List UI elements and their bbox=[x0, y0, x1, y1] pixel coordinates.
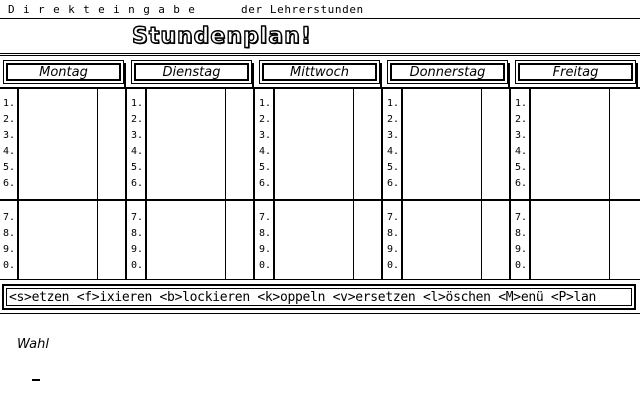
slot-column-dienstag bbox=[131, 96, 143, 192]
title-subtext: der Lehrerstunden bbox=[241, 3, 364, 16]
slot-label: 4. bbox=[259, 146, 272, 157]
grid-divider bbox=[529, 89, 531, 279]
slot-label: 1. bbox=[3, 98, 16, 109]
slot-label: 5. bbox=[515, 162, 528, 173]
command-bar-text: <s>etzen <f>ixieren <b>lockieren <k>oppeln <v>ersetzen <l>öschen <M>enü <P>lan bbox=[9, 290, 597, 305]
slot-label: 4. bbox=[515, 146, 528, 157]
slot-label: 4. bbox=[387, 146, 400, 157]
slot-label: 0. bbox=[387, 260, 400, 271]
slot-label: 1. bbox=[515, 98, 528, 109]
grid-middle-line bbox=[0, 199, 640, 201]
grid-bottom-line bbox=[0, 279, 640, 280]
header-divider-top bbox=[0, 53, 640, 54]
command-bar[interactable] bbox=[2, 284, 636, 310]
slot-label: 8. bbox=[131, 228, 144, 239]
slot-label: 8. bbox=[259, 228, 272, 239]
day-header-mittwoch[interactable]: Mittwoch bbox=[259, 60, 380, 84]
slot-label: 7. bbox=[387, 212, 400, 223]
slot-label: 7. bbox=[3, 212, 16, 223]
slot-label: 5. bbox=[259, 162, 272, 173]
slot-label: 9. bbox=[259, 244, 272, 255]
slot-label: 1. bbox=[131, 98, 144, 109]
slot-label: 0. bbox=[515, 260, 528, 271]
slot-label: 6. bbox=[259, 178, 272, 189]
slot-label: 8. bbox=[515, 228, 528, 239]
slot-label: 6. bbox=[387, 178, 400, 189]
slot-label: 2. bbox=[131, 114, 144, 125]
slot-column-mittwoch bbox=[259, 96, 271, 192]
slot-label: 2. bbox=[387, 114, 400, 125]
slot-label: 8. bbox=[3, 228, 16, 239]
grid-divider bbox=[17, 89, 19, 279]
slot-label: 1. bbox=[387, 98, 400, 109]
prompt-label: Wahl bbox=[17, 337, 49, 352]
grid-divider bbox=[353, 89, 354, 279]
slot-label: 0. bbox=[259, 260, 272, 271]
grid-divider bbox=[609, 89, 610, 279]
slot-label: 2. bbox=[515, 114, 528, 125]
slot-label: 6. bbox=[3, 178, 16, 189]
slot-label: 6. bbox=[515, 178, 528, 189]
slot-label: 3. bbox=[515, 130, 528, 141]
slot-label: 8. bbox=[387, 228, 400, 239]
slot-label: 4. bbox=[3, 146, 16, 157]
slot-label: 5. bbox=[131, 162, 144, 173]
grid-divider bbox=[509, 89, 511, 279]
slot-label: 7. bbox=[259, 212, 272, 223]
day-header-montag[interactable]: Montag bbox=[3, 60, 124, 84]
grid-divider bbox=[401, 89, 403, 279]
slot-label: 2. bbox=[3, 114, 16, 125]
grid-divider bbox=[253, 89, 255, 279]
slot-label: 9. bbox=[515, 244, 528, 255]
slot-label: 9. bbox=[131, 244, 144, 255]
slot-label: 9. bbox=[3, 244, 16, 255]
slot-label: 3. bbox=[131, 130, 144, 141]
slot-column-montag-afternoon bbox=[3, 210, 15, 274]
slot-label: 1. bbox=[259, 98, 272, 109]
slot-column-montag bbox=[3, 96, 15, 192]
grid-divider bbox=[381, 89, 383, 279]
grid-divider bbox=[225, 89, 226, 279]
grid-top-line bbox=[0, 87, 640, 89]
grid-divider bbox=[481, 89, 482, 279]
slot-label: 3. bbox=[387, 130, 400, 141]
grid-divider bbox=[97, 89, 98, 279]
slot-label: 7. bbox=[515, 212, 528, 223]
slot-label: 0. bbox=[3, 260, 16, 271]
page-title: Stundenplan! bbox=[132, 24, 312, 49]
slot-label: 0. bbox=[131, 260, 144, 271]
day-header-donnerstag[interactable]: Donnerstag bbox=[387, 60, 508, 84]
slot-label: 9. bbox=[387, 244, 400, 255]
slot-label: 5. bbox=[387, 162, 400, 173]
slot-label: 3. bbox=[3, 130, 16, 141]
grid-divider bbox=[273, 89, 275, 279]
slot-label: 2. bbox=[259, 114, 272, 125]
text-cursor[interactable] bbox=[32, 379, 40, 381]
grid-divider bbox=[125, 89, 127, 279]
header-divider-bottom bbox=[0, 55, 640, 56]
command-bar-divider bbox=[0, 313, 640, 314]
slot-label: 5. bbox=[3, 162, 16, 173]
grid-divider bbox=[145, 89, 147, 279]
title-text: Direkteingabe bbox=[8, 3, 204, 16]
title-divider bbox=[0, 18, 640, 19]
slot-column-dienstag-afternoon bbox=[131, 210, 143, 274]
slot-label: 6. bbox=[131, 178, 144, 189]
slot-column-mittwoch-afternoon bbox=[259, 210, 271, 274]
slot-label: 4. bbox=[131, 146, 144, 157]
slot-column-donnerstag-afternoon bbox=[387, 210, 399, 274]
day-header-dienstag[interactable]: Dienstag bbox=[131, 60, 252, 84]
slot-label: 7. bbox=[131, 212, 144, 223]
day-header-freitag[interactable]: Freitag bbox=[515, 60, 636, 84]
slot-label: 3. bbox=[259, 130, 272, 141]
slot-column-freitag-afternoon bbox=[515, 210, 527, 274]
slot-column-donnerstag bbox=[387, 96, 399, 192]
slot-column-freitag bbox=[515, 96, 527, 192]
title-bar bbox=[0, 0, 640, 18]
